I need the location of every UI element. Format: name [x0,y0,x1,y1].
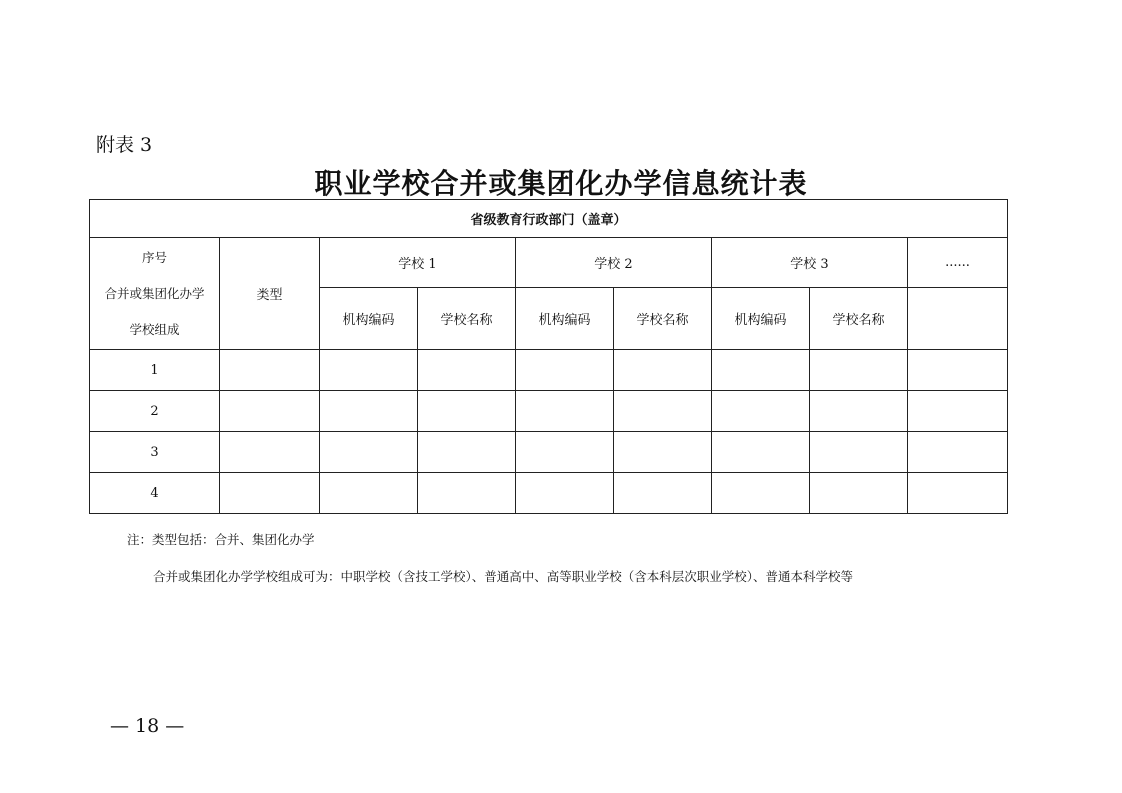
table-cell [320,391,418,432]
row-number: 3 [90,432,220,473]
table-cell [320,473,418,514]
table-cell [614,432,712,473]
table-cell [810,473,908,514]
table-cell [614,350,712,391]
table-cell [418,432,516,473]
table-cell [220,473,320,514]
appendix-label: 附表 3 [96,134,153,156]
row-number: 4 [90,473,220,514]
table-cell [516,473,614,514]
note-line-2: 合并或集团化办学学校组成可为：中职学校（含技工学校）、普通高中、高等职业学校（含本科层次职业学校）、普通本科学校等 [153,569,854,584]
header-row-1 [90,238,1008,288]
table-cell [908,391,1008,432]
seq-header-line-1: 序号 [141,249,167,265]
row-number: 2 [90,391,220,432]
page-number: — 18 — [110,715,185,737]
table-cell [516,350,614,391]
table-cell [810,350,908,391]
school-1-header: 学校 1 [320,238,516,288]
school-3-header: 学校 3 [712,238,908,288]
table-cell [418,350,516,391]
table-cell [712,391,810,432]
table-cell [712,432,810,473]
table-cell [220,350,320,391]
table-cell [320,350,418,391]
table-cell [220,432,320,473]
school-1-code-header: 机构编码 [320,288,418,350]
table-cell [418,473,516,514]
table-cell [220,391,320,432]
school-3-code-header: 机构编码 [712,288,810,350]
table-cell [614,473,712,514]
school-2-header: 学校 2 [516,238,712,288]
more-schools-sub-cell [908,288,1008,350]
table-cell [320,432,418,473]
document-title: 职业学校合并或集团化办学信息统计表 [314,167,808,200]
school-3-name-header: 学校名称 [810,288,908,350]
row-number: 1 [90,350,220,391]
seq-header-line-2: 合并或集团化办学 [104,285,205,301]
school-1-name-header: 学校名称 [418,288,516,350]
table-cell [712,473,810,514]
table-row [90,350,1008,391]
table-row [90,391,1008,432]
table-cell [516,432,614,473]
table-row [90,432,1008,473]
seq-header-cell [90,238,220,350]
table-cell [908,432,1008,473]
dept-label: 省级教育行政部门（盖章） [90,200,1008,238]
school-2-name-header: 学校名称 [614,288,712,350]
school-2-code-header: 机构编码 [516,288,614,350]
dept-row [90,200,1008,238]
table-cell [908,473,1008,514]
type-header: 类型 [220,238,320,350]
table-cell [614,391,712,432]
table-cell [810,432,908,473]
note-line-1: 注：类型包括：合并、集团化办学 [127,532,315,547]
table-cell [418,391,516,432]
table-cell [810,391,908,432]
table-cell [908,350,1008,391]
table-row [90,473,1008,514]
statistics-table [89,199,1008,514]
table-cell [712,350,810,391]
more-schools-header: ...... [908,238,1008,288]
table-cell [516,391,614,432]
seq-header-line-3: 学校组成 [129,321,180,337]
